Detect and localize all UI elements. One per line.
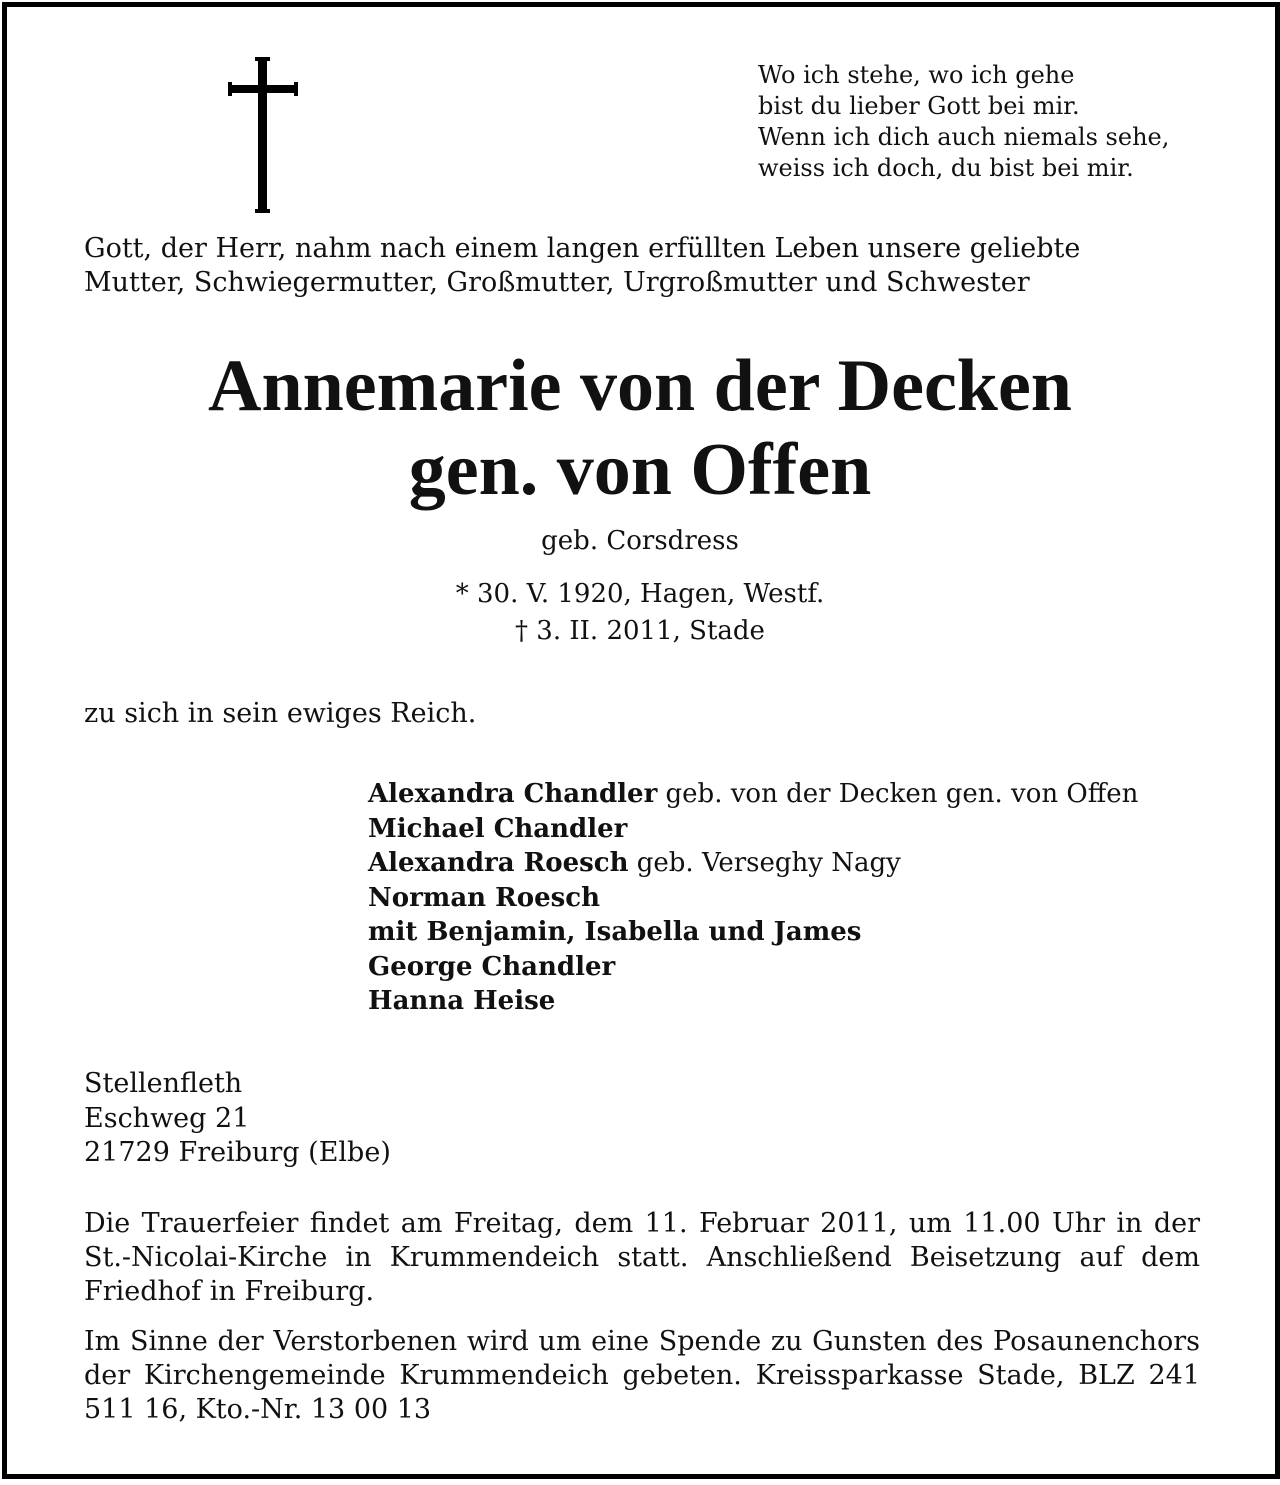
family-member: [368, 812, 1138, 847]
intro-text: [84, 232, 1200, 300]
family-member: [368, 915, 1138, 950]
family-member-name: Alexandra Roesch: [368, 848, 629, 878]
death-date: † 3. II. 2011, Stade: [515, 616, 765, 646]
ceremony-text: Die Trauerfeier findet am Freitag, dem 11. Februar 2011, um 11.00 Uhr in der St.-Nicolai-Kirche in Krummendeich statt. Anschließend Beisetzung auf dem Friedhof in Freiburg.: [84, 1208, 1200, 1307]
family-member: [368, 777, 1138, 812]
poem-line: Wo ich stehe, wo ich gehe: [758, 61, 1075, 89]
cross-icon: [228, 57, 298, 213]
closing-line: zu sich in sein ewiges Reich.: [84, 698, 477, 729]
poem-line: weiss ich doch, du bist bei mir.: [758, 154, 1134, 182]
address-line: Eschweg 21: [84, 1102, 250, 1134]
address-line: Stellenfleth: [84, 1068, 243, 1099]
donation-text: Im Sinne der Verstorbenen wird um eine Spende zu Gunsten des Posaunenchors der Kirchengemeinde Krummendeich gebeten. Kreissparkasse Stade, BLZ 241 511 16, Kto.-Nr. 13 00 13: [84, 1326, 1200, 1425]
address: [84, 1067, 391, 1171]
family-member: [368, 984, 1138, 1019]
name-line: gen. von Offen: [408, 429, 872, 511]
maiden-name: geb. Corsdress: [541, 526, 739, 556]
deceased-name: [0, 344, 1280, 512]
birth-date: * 30. V. 1920, Hagen, Westf.: [455, 579, 825, 609]
poem: [758, 60, 1169, 184]
intro-line: Mutter, Schwiegermutter, Großmutter, Urgroßmutter und Schwester: [84, 267, 1030, 298]
family-member: [368, 950, 1138, 985]
family-member: [368, 846, 1138, 881]
poem-line: bist du lieber Gott bei mir.: [758, 92, 1080, 120]
address-line: 21729 Freiburg (Elbe): [84, 1137, 391, 1168]
family-member: [368, 881, 1138, 916]
family-member-name: George Chandler: [368, 951, 616, 982]
family-list: [368, 777, 1138, 1019]
family-member-name: Alexandra Chandler: [368, 779, 658, 809]
poem-line: Wenn ich dich auch niemals sehe,: [758, 123, 1170, 151]
intro-line: Gott, der Herr, nahm nach einem langen erfüllten Leben unsere geliebte: [84, 233, 1081, 264]
family-member-name: mit Benjamin, Isabella und James: [368, 917, 862, 947]
name-line: Annemarie von der Decken: [208, 345, 1072, 427]
family-member-name: Michael Chandler: [368, 813, 628, 844]
family-member-name: Norman Roesch: [368, 882, 600, 913]
family-member-name: Hanna Heise: [368, 986, 556, 1016]
family-member-note: geb. von der Decken gen. von Offen: [657, 779, 1139, 809]
family-member-note: geb. Verseghy Nagy: [628, 848, 901, 878]
